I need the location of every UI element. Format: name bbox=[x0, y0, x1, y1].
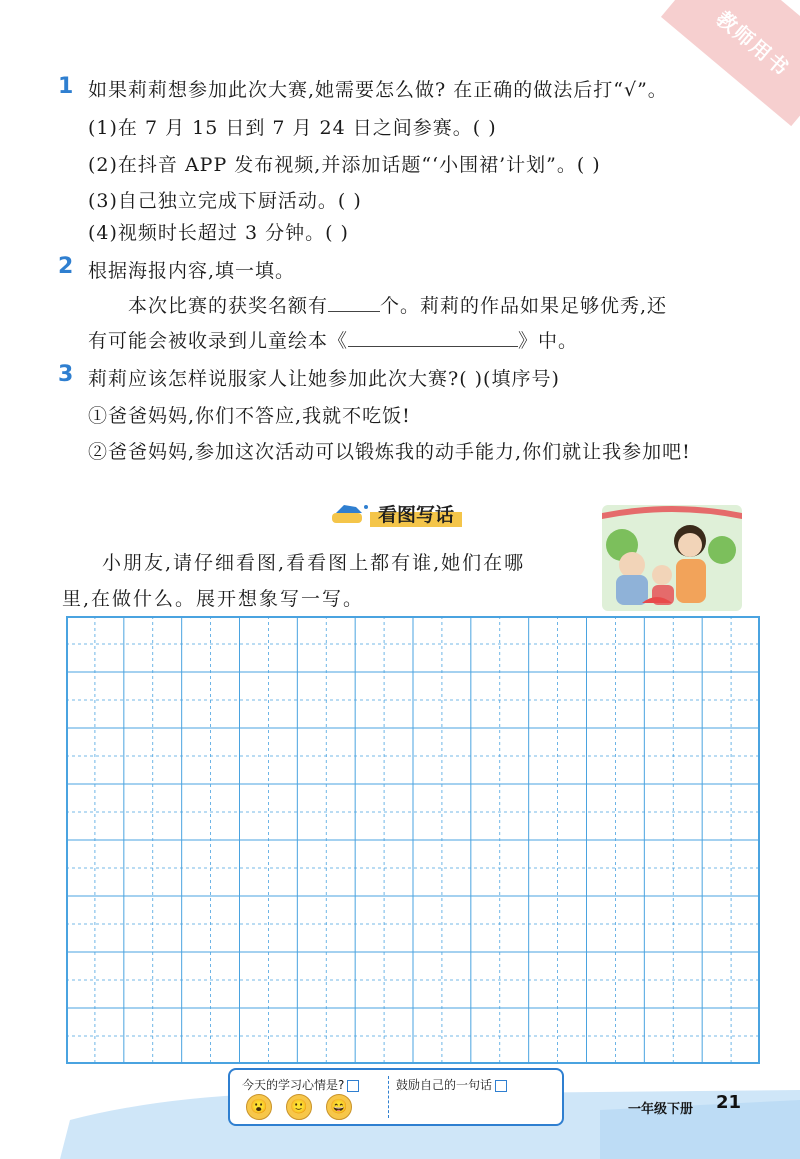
question-1-number: 1 bbox=[58, 74, 74, 99]
encourage-label bbox=[396, 1076, 507, 1093]
question-1-stem: 如果莉莉想参加此次大赛,她需要怎么做? 在正确的做法后打“√”。 bbox=[88, 79, 668, 101]
corner-label: 教师用书 bbox=[711, 6, 795, 82]
grade-label: 一年级下册 bbox=[628, 1102, 694, 1117]
mood-question-text: 今天的学习心情是? bbox=[242, 1078, 345, 1092]
question-1-item-3: (3)自己独立完成下厨活动。( ) bbox=[88, 190, 362, 212]
question-1-item-2: (2)在抖音 APP 发布视频,并添加话题“‘小围裙’计划”。( ) bbox=[88, 154, 601, 176]
question-1-item-4: (4)视频时长超过 3 分钟。( ) bbox=[88, 222, 349, 244]
illustration-grandma-and-girls bbox=[602, 505, 742, 611]
question-2-line-1-end: 个。莉莉的作品如果足够优秀,还 bbox=[380, 295, 668, 317]
award-count-blank[interactable] bbox=[328, 293, 380, 312]
question-2-number: 2 bbox=[58, 254, 74, 279]
writing-prompt-line-2: 里,在做什么。展开想象写一写。 bbox=[62, 588, 365, 610]
writing-section-header bbox=[330, 500, 462, 527]
book-title-blank[interactable] bbox=[348, 328, 518, 347]
question-3-stem: 莉莉应该怎样说服家人让她参加此次大赛?( )(填序号) bbox=[88, 368, 560, 390]
shoe-icon bbox=[330, 501, 370, 527]
page-number: 21 bbox=[716, 1092, 742, 1113]
face-surprised-icon[interactable]: 😮 bbox=[246, 1094, 272, 1120]
question-2-line-2 bbox=[88, 326, 578, 353]
mood-divider bbox=[388, 1076, 389, 1118]
checkbox-icon bbox=[347, 1080, 359, 1092]
question-3-option-2: ②爸爸妈妈,参加这次活动可以锻炼我的动手能力,你们就让我参加吧! bbox=[88, 441, 691, 463]
question-1-item-1: (1)在 7 月 15 日到 7 月 24 日之间参赛。( ) bbox=[88, 117, 497, 139]
mood-question bbox=[242, 1076, 359, 1093]
question-2-line-1-start: 本次比赛的获奖名额有 bbox=[128, 295, 329, 317]
question-3-option-1: ①爸爸妈妈,你们不答应,我就不吃饭! bbox=[88, 405, 411, 427]
writing-prompt-line-1: 小朋友,请仔细看图,看看图上都有谁,她们在哪 bbox=[102, 552, 526, 574]
question-2-line-2-end: 》中。 bbox=[518, 330, 579, 352]
writing-section-title: 看图写话 bbox=[370, 500, 462, 527]
face-smile-icon[interactable]: 🙂 bbox=[286, 1094, 312, 1120]
mood-box bbox=[228, 1068, 564, 1126]
face-laugh-icon[interactable]: 😄 bbox=[326, 1094, 352, 1120]
encourage-text: 鼓励自己的一句话 bbox=[396, 1078, 493, 1092]
question-2-line-2-start: 有可能会被收录到儿童绘本《 bbox=[88, 330, 349, 352]
question-3-number: 3 bbox=[58, 362, 74, 387]
question-2-stem: 根据海报内容,填一填。 bbox=[88, 260, 296, 282]
writing-grid[interactable] bbox=[66, 616, 760, 1064]
question-2-line-1 bbox=[128, 291, 667, 318]
pencil-icon bbox=[495, 1080, 507, 1092]
